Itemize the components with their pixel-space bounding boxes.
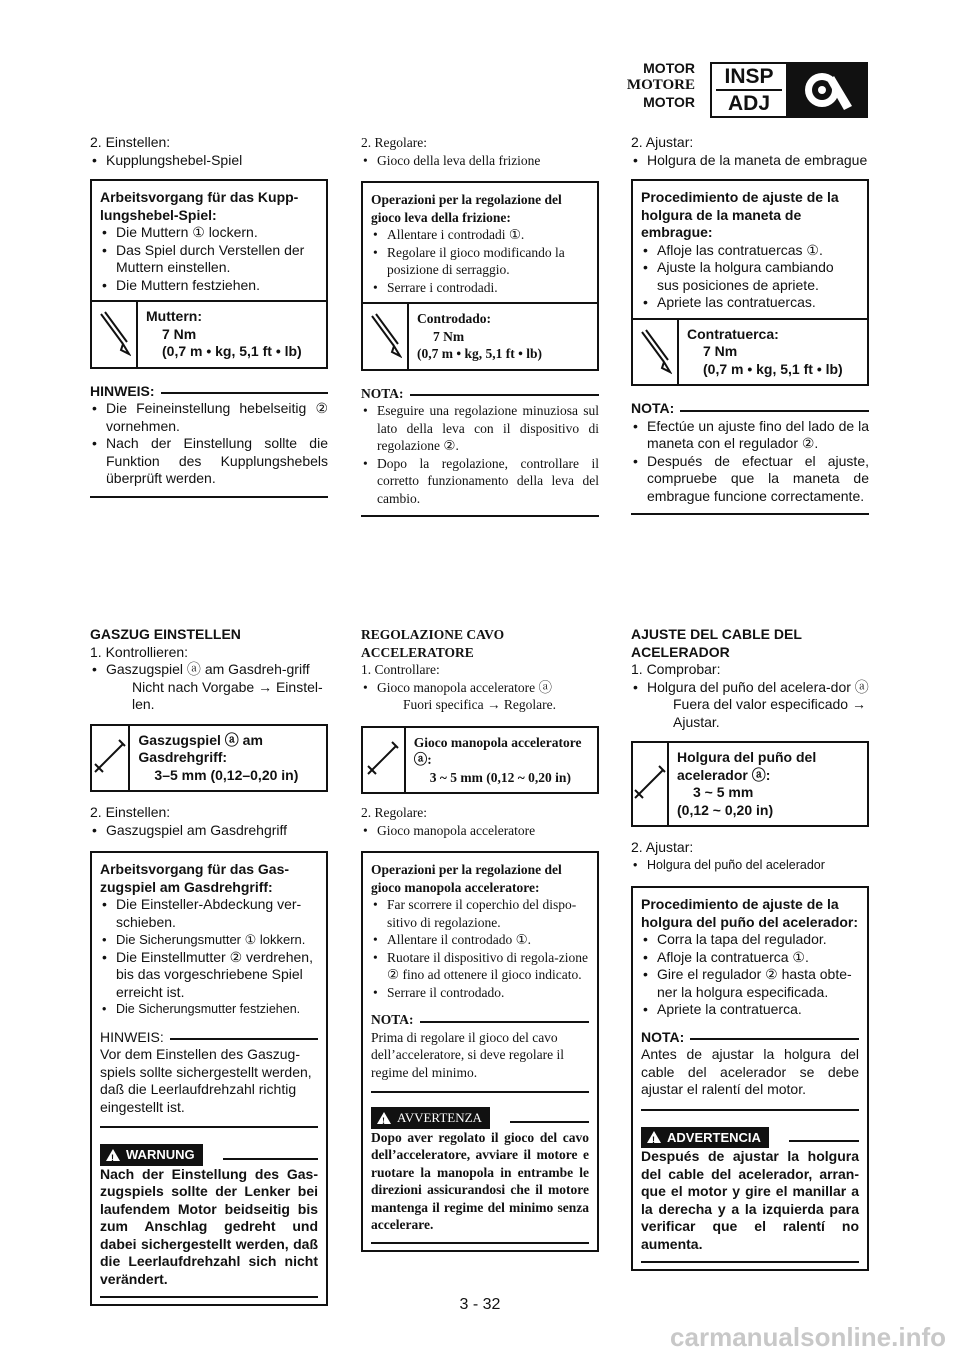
de-step2b: 2. Einstellen:	[90, 804, 171, 820]
es-warning-end-rule	[641, 1261, 859, 1263]
es-measure-spec	[631, 741, 869, 827]
de-procedure-list	[100, 224, 318, 294]
de-procedure2-item: • Die Einsteller-Abdeckung ver-schieben.	[100, 896, 318, 931]
torque-wrench-icon	[363, 304, 409, 369]
it-warning-end-rule	[371, 1242, 589, 1244]
de-note-item: • Die Feineinstellung hebelseitig ② vornehmen.	[90, 400, 328, 435]
de-torque-spec	[92, 300, 326, 367]
it-procedure-item: • Allentare i controdadi ①.	[371, 226, 589, 244]
es-step1: 1. Comprobar:	[631, 661, 721, 677]
de-procedure-heading: Arbeitsvorgang für das Kupp-lungshebel-Spiel:	[100, 189, 299, 223]
torque-wrench-icon	[92, 302, 138, 367]
de-warning-end-rule	[100, 1296, 318, 1298]
it-note-end-rule	[361, 515, 599, 517]
es-warning-header	[641, 1127, 859, 1149]
it-torque-value: 7 Nm	[433, 328, 465, 344]
de-warning-header	[100, 1144, 318, 1166]
es-note-label: NOTA:	[631, 400, 675, 416]
it-step1-item: • Gioco manopola acceleratore ⓐ	[361, 679, 599, 697]
gauge-icon	[633, 743, 669, 825]
de-procedure2-item: • Die Sicherungsmutter festziehen.	[100, 1001, 318, 1019]
de-measure-value: 3–5 mm (0,12–0,20 in)	[154, 766, 299, 783]
es-step1-list	[631, 679, 869, 697]
es-procedure-item: • Ajuste la holgura cambiando sus posiciones de apriete.	[641, 259, 859, 294]
de-warning-text-label: WARNUNG	[126, 1147, 195, 1162]
es-procedure2-item: • Gire el regulador ② hasta obte-ner la holgura especificada.	[641, 966, 859, 1001]
es-procedure2-item: • Corra la tapa del regulador.	[641, 931, 859, 949]
de-procedure2-note-end	[100, 1126, 318, 1128]
es-procedure-item: • Apriete las contratuercas.	[641, 294, 859, 312]
header-motor-de: MOTOR	[643, 60, 695, 76]
es-procedure-list	[641, 242, 859, 312]
it-section-title: REGOLAZIONE CAVO ACCELERATORE	[361, 627, 505, 660]
es-note-end-rule	[631, 513, 869, 515]
badge-adj: ADJ	[727, 92, 770, 115]
de-step2b-item: • Gaszugspiel am Gasdrehgriff	[90, 822, 328, 840]
de-step1: 1. Kontrollieren:	[90, 643, 189, 660]
de-procedure2-item: • Die Einstellmutter ② verdrehen, bis das vorgeschriebene Spiel erreicht ist.	[100, 949, 318, 1002]
es-procedure2-note-title	[641, 1029, 859, 1047]
it-procedure2-note-end	[371, 1091, 589, 1093]
it-procedure2-heading: Operazioni per la regolazione del gioco manopola acceleratore:	[371, 862, 562, 895]
es-step1-item: • Holgura del puño del acelera-dor ⓐ	[631, 679, 869, 697]
de-step2-title: 2. Einstellen:	[90, 134, 171, 150]
warning-triangle-icon	[647, 1131, 661, 1143]
it-procedure2-item: • Allentare il controdado ①.	[371, 931, 589, 949]
de-step2b-list	[90, 822, 328, 840]
es-procedure2-item: • Afloje la contratuerca ①.	[641, 949, 859, 967]
es-procedure2-box	[631, 886, 869, 1271]
insp-adj-badge	[710, 62, 788, 118]
column-spanish-top	[631, 134, 869, 515]
es-procedure2-heading: Procedimiento de ajuste de la holgura del puño del acelerador:	[641, 896, 859, 930]
de-note-end-rule	[90, 496, 328, 498]
es-measure-label: Holgura del puño del acelerador ⓐ:	[677, 749, 817, 783]
gauge-icon	[363, 728, 406, 793]
it-step1-list	[361, 679, 599, 697]
es-torque-value: 7 Nm	[703, 343, 738, 359]
de-procedure2-note-title	[100, 1029, 318, 1047]
it-torque-conversion: (0,7 m • kg, 5,1 ft • lb)	[417, 346, 542, 361]
de-step2-item: • Kupplungshebel-Spiel	[90, 152, 328, 170]
it-warning-text-label: AVVERTENZA	[397, 1110, 482, 1125]
it-step2b: 2. Regolare:	[361, 805, 427, 820]
it-procedure2-list	[371, 896, 589, 1001]
de-procedure-item: • Das Spiel durch Verstellen der Muttern einstellen.	[100, 242, 318, 277]
torque-wrench-icon	[633, 320, 679, 385]
de-measure-label: Gaszugspiel ⓐ am Gasdrehgriff:	[138, 731, 263, 765]
it-procedure2-item: • Serrare il controdado.	[371, 984, 589, 1002]
gauge-icon	[92, 726, 130, 791]
de-procedure2-item: • Die Sicherungsmutter ① lokkern.	[100, 931, 318, 949]
es-note-item: • Efectúe un ajuste fino del lado de la maneta con el regulador ②.	[631, 418, 869, 453]
it-step2-item: • Gioco della leva della frizione	[361, 152, 599, 170]
column-italian-bottom	[361, 626, 599, 1252]
es-note-title	[631, 400, 869, 418]
it-procedure2-item: • Ruotare il dispositivo di regola-zione ② fino ad ottenere il gioco indicato.	[371, 949, 589, 984]
es-torque-label: Contratuerca:	[687, 325, 779, 342]
de-procedure2-note-label: HINWEIS:	[100, 1028, 164, 1045]
it-note-list	[361, 402, 599, 507]
de-warning-text: Nach der Einstellung des Gas-zugspiels sollte der Lenker bei laufendem Motor beidseitig bis zum Anschlag gedreht und dabei sichergestellt werden, daß die Leerlaufdrehzahl sich nicht verändert.	[100, 1165, 318, 1287]
de-step1-list	[90, 661, 328, 679]
de-note-label: HINWEIS:	[90, 382, 155, 399]
de-note-title	[90, 383, 328, 401]
it-procedure-box	[361, 181, 599, 371]
es-step2b-item: • Holgura del puño del acelerador	[631, 857, 869, 875]
es-procedure-heading: Procedimiento de ajuste de la holgura de la maneta de embrague:	[641, 189, 839, 240]
de-procedure2-box	[90, 851, 328, 1306]
es-procedure-item: • Afloje las contratuercas ①.	[641, 242, 859, 260]
es-procedure2-note-label: NOTA:	[641, 1028, 685, 1045]
de-procedure-box	[90, 179, 328, 369]
es-procedure2-list	[641, 931, 859, 1019]
de-procedure-item: • Die Muttern festziehen.	[100, 277, 318, 295]
es-step2-list	[631, 152, 869, 170]
warning-triangle-icon	[377, 1112, 391, 1124]
it-note-title	[361, 385, 599, 403]
header-motor-es: MOTOR	[643, 94, 695, 110]
wrench-tool-icon	[788, 62, 868, 118]
de-procedure-item: • Die Muttern ① lockern.	[100, 224, 318, 242]
it-procedure2-item: • Far scorrere il coperchio del dispo-sitivo di regolazione.	[371, 896, 589, 931]
de-procedure2-heading: Arbeitsvorgang für das Gas-zugspiel am Gasdrehgriff:	[100, 861, 290, 895]
header-language-labels	[627, 60, 695, 111]
it-step2b-item: • Gioco manopola acceleratore	[361, 822, 599, 840]
it-procedure-list	[371, 226, 589, 296]
it-measure-label: Gioco manopola acceleratore ⓐ:	[413, 734, 582, 767]
de-step1-note: Nicht nach Vorgabe → Einstel-len.	[132, 678, 323, 712]
it-procedure-item: • Regolare il gioco modificando la posizione di serraggio.	[371, 244, 589, 279]
de-step1-item: • Gaszugspiel ⓐ am Gasdreh-griff	[90, 661, 328, 679]
it-measure-spec	[361, 726, 599, 795]
column-spanish-bottom	[631, 626, 869, 1271]
es-section-title: AJUSTE DEL CABLE DEL ACELERADOR	[631, 626, 802, 660]
de-measure-spec	[90, 724, 328, 793]
it-torque-label: Controdado:	[417, 311, 492, 326]
es-warning-text: Después de ajustar la holgura del cable del acelerador, arran-que el motor y gire el manillar a la derecha y a la izquierda para verificar que el ralentí no aumenta.	[641, 1148, 859, 1252]
it-procedure2-note: Prima di regolare il gioco del cavo dell’acceleratore, si deve regolare il regime del minimo.	[371, 1029, 565, 1080]
column-italian-top	[361, 134, 599, 517]
de-note-item: • Nach der Einstellung sollte die Funktion des Kupplungshebels überprüft werden.	[90, 435, 328, 488]
es-step1-note: Fuera del valor especificado → Ajustar.	[673, 696, 866, 730]
es-torque-conversion: (0,7 m • kg, 5,1 ft • lb)	[703, 360, 843, 377]
de-step2-list	[90, 152, 328, 170]
es-procedure2-note-end	[641, 1109, 859, 1111]
es-measure-value: 3 ~ 5 mm	[693, 784, 754, 800]
it-procedure-item: • Serrare i controdadi.	[371, 279, 589, 297]
it-torque-spec	[363, 302, 597, 369]
it-procedure2-note-title	[371, 1011, 589, 1029]
it-warning-header	[371, 1107, 589, 1129]
it-step1-note: Fuori specifica → Regolare.	[403, 697, 556, 712]
it-procedure2-box	[361, 851, 599, 1252]
es-step2b-list	[631, 857, 869, 875]
it-warning-label	[371, 1107, 490, 1129]
de-section-title: GASZUG EINSTELLEN	[90, 626, 241, 642]
it-step2b-list	[361, 822, 599, 840]
it-step2-title: 2. Regolare:	[361, 135, 427, 150]
de-procedure2-note: Vor dem Einstellen des Gaszug-spiels sollte sichergestellt werden, daß die Leerlaufdrehzahl richtig eingestellt ist.	[100, 1046, 312, 1115]
es-note-list	[631, 418, 869, 506]
column-german-top	[90, 134, 328, 498]
es-warning-label	[641, 1127, 769, 1149]
es-warning-text-label: ADVERTENCIA	[667, 1129, 761, 1145]
es-procedure2-item: • Apriete la contratuerca.	[641, 1001, 859, 1019]
de-warning-label	[100, 1144, 203, 1166]
de-torque-conversion: (0,7 m • kg, 5,1 ft • lb)	[162, 343, 302, 359]
it-procedure2-note-label: NOTA:	[371, 1012, 414, 1027]
es-procedure-box	[631, 179, 869, 386]
it-procedure-heading: Operazioni per la regolazione del gioco leva della frizione:	[371, 192, 562, 225]
es-note-item: • Después de efectuar el ajuste, compruebe que la maneta de embrague funcione correctamente.	[631, 453, 869, 506]
page-number: 3 - 32	[459, 1296, 501, 1313]
it-note-item: • Eseguire una regolazione minuziosa sul lato della leva con il dispositivo di regolazione ②.	[361, 402, 599, 455]
de-torque-label: Muttern:	[146, 308, 202, 324]
it-note-label: NOTA:	[361, 385, 404, 401]
es-procedure2-note: Antes de ajustar la holgura del cable del acelerador se debe ajustar el ralentí del motor.	[641, 1046, 859, 1097]
it-warning-text: Dopo aver regolato il gioco del cavo dell’acceleratore, avviare il motore e ruotare la manopola in entrambe le direzioni assicurandosi che il motore mantenga il regime del minimo senza accelerare.	[371, 1129, 589, 1232]
warning-triangle-icon	[106, 1149, 120, 1161]
watermark: carmanualsonline.info	[670, 1322, 946, 1352]
it-note-item: • Dopo la regolazione, controllare il corretto funzionamento della leva del cambio.	[361, 455, 599, 508]
header-motore-it: MOTORE	[626, 77, 695, 93]
de-note-list	[90, 400, 328, 488]
es-step2b: 2. Ajustar:	[631, 839, 694, 855]
column-german-bottom	[90, 626, 328, 1306]
de-procedure2-list	[100, 896, 318, 1019]
it-measure-value: 3 ~ 5 mm (0,12 ~ 0,20 in)	[429, 769, 571, 785]
es-torque-spec	[633, 318, 867, 385]
es-measure-value-conversion: (0,12 ~ 0,20 in)	[677, 801, 774, 818]
it-step1: 1. Controllare:	[361, 662, 440, 677]
es-step2-item: • Holgura de la maneta de embrague	[631, 152, 869, 170]
de-torque-value: 7 Nm	[162, 325, 197, 342]
it-step2-list	[361, 152, 599, 170]
badge-insp: INSP	[716, 65, 782, 91]
es-step2-title: 2. Ajustar:	[631, 134, 694, 150]
